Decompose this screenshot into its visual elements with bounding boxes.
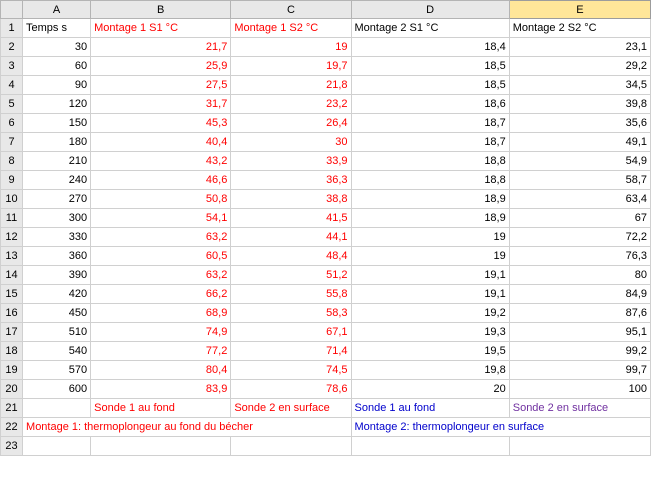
cell-c18[interactable]: 71,4: [231, 342, 351, 361]
cell-c2[interactable]: 19: [231, 38, 351, 57]
table-row[interactable]: [1, 285, 651, 304]
cell-a20[interactable]: 600: [23, 380, 91, 399]
cell-c16[interactable]: 58,3: [231, 304, 351, 323]
cell-b16[interactable]: 68,9: [91, 304, 231, 323]
cell-a10[interactable]: 270: [23, 190, 91, 209]
cell-e18[interactable]: 99,2: [509, 342, 650, 361]
cell-c10[interactable]: 38,8: [231, 190, 351, 209]
cell-b10[interactable]: 50,8: [91, 190, 231, 209]
table-row-empty[interactable]: [1, 437, 651, 456]
cell-d5[interactable]: 18,6: [351, 95, 509, 114]
cell-a22-note-montage1[interactable]: Montage 1: thermoplongeur au fond du bécher: [23, 418, 351, 437]
cell-d20[interactable]: 20: [351, 380, 509, 399]
row-header-8[interactable]: 8: [1, 152, 23, 171]
cell-b15[interactable]: 66,2: [91, 285, 231, 304]
select-all-corner[interactable]: [1, 1, 23, 19]
cell-e9[interactable]: 58,7: [509, 171, 650, 190]
cell-e21[interactable]: Sonde 2 en surface: [509, 399, 650, 418]
cell-e4[interactable]: 34,5: [509, 76, 650, 95]
cell-d12[interactable]: 19: [351, 228, 509, 247]
table-row[interactable]: [1, 380, 651, 399]
cell-e10[interactable]: 63,4: [509, 190, 650, 209]
cell-e2[interactable]: 23,1: [509, 38, 650, 57]
cell-a9[interactable]: 240: [23, 171, 91, 190]
column-header-row[interactable]: [1, 1, 651, 19]
table-row[interactable]: [1, 152, 651, 171]
table-row[interactable]: [1, 114, 651, 133]
cell-e16[interactable]: 87,6: [509, 304, 650, 323]
row-header-6[interactable]: 6: [1, 114, 23, 133]
row-header-1[interactable]: 1: [1, 19, 23, 38]
row-header-2[interactable]: 2: [1, 38, 23, 57]
table-row[interactable]: [1, 361, 651, 380]
cell-d13[interactable]: 19: [351, 247, 509, 266]
table-row[interactable]: [1, 57, 651, 76]
row-header-12[interactable]: 12: [1, 228, 23, 247]
cell-d11[interactable]: 18,9: [351, 209, 509, 228]
cell-a1[interactable]: Temps s: [23, 19, 91, 38]
cell-a23[interactable]: [23, 437, 91, 456]
table-row[interactable]: [1, 209, 651, 228]
table-row[interactable]: [1, 95, 651, 114]
cell-e7[interactable]: 49,1: [509, 133, 650, 152]
cell-b1[interactable]: Montage 1 S1 °C: [91, 19, 231, 38]
row-header-14[interactable]: 14: [1, 266, 23, 285]
cell-e23[interactable]: [509, 437, 650, 456]
cell-c8[interactable]: 33,9: [231, 152, 351, 171]
cell-c21[interactable]: Sonde 2 en surface: [231, 399, 351, 418]
cell-c11[interactable]: 41,5: [231, 209, 351, 228]
cell-b12[interactable]: 63,2: [91, 228, 231, 247]
cell-c7[interactable]: 30: [231, 133, 351, 152]
cell-e11[interactable]: 67: [509, 209, 650, 228]
cell-a19[interactable]: 570: [23, 361, 91, 380]
table-row[interactable]: [1, 304, 651, 323]
cell-e1[interactable]: Montage 2 S2 °C: [509, 19, 650, 38]
cell-b20[interactable]: 83,9: [91, 380, 231, 399]
cell-b3[interactable]: 25,9: [91, 57, 231, 76]
row-header-22[interactable]: 22: [1, 418, 23, 437]
note-row[interactable]: [1, 418, 651, 437]
cell-c5[interactable]: 23,2: [231, 95, 351, 114]
cell-c12[interactable]: 44,1: [231, 228, 351, 247]
row-header-5[interactable]: 5: [1, 95, 23, 114]
cell-d15[interactable]: 19,1: [351, 285, 509, 304]
cell-e8[interactable]: 54,9: [509, 152, 650, 171]
cell-a21[interactable]: [23, 399, 91, 418]
cell-b14[interactable]: 63,2: [91, 266, 231, 285]
cell-d6[interactable]: 18,7: [351, 114, 509, 133]
cell-d21[interactable]: Sonde 1 au fond: [351, 399, 509, 418]
cell-a14[interactable]: 390: [23, 266, 91, 285]
cell-c4[interactable]: 21,8: [231, 76, 351, 95]
cell-d22-note-montage2[interactable]: Montage 2: thermoplongeur en surface: [351, 418, 651, 437]
cell-b9[interactable]: 46,6: [91, 171, 231, 190]
cell-e17[interactable]: 95,1: [509, 323, 650, 342]
row-header-20[interactable]: 20: [1, 380, 23, 399]
cell-e15[interactable]: 84,9: [509, 285, 650, 304]
row-header-11[interactable]: 11: [1, 209, 23, 228]
row-header-13[interactable]: 13: [1, 247, 23, 266]
cell-d19[interactable]: 19,8: [351, 361, 509, 380]
table-row[interactable]: [1, 171, 651, 190]
row-header-17[interactable]: 17: [1, 323, 23, 342]
table-row[interactable]: [1, 247, 651, 266]
row-header-15[interactable]: 15: [1, 285, 23, 304]
cell-a7[interactable]: 180: [23, 133, 91, 152]
legend-row[interactable]: [1, 399, 651, 418]
row-header-9[interactable]: 9: [1, 171, 23, 190]
cell-c3[interactable]: 19,7: [231, 57, 351, 76]
cell-a15[interactable]: 420: [23, 285, 91, 304]
cell-a3[interactable]: 60: [23, 57, 91, 76]
cell-d17[interactable]: 19,3: [351, 323, 509, 342]
cell-b11[interactable]: 54,1: [91, 209, 231, 228]
row-header-7[interactable]: 7: [1, 133, 23, 152]
table-row[interactable]: [1, 19, 651, 38]
cell-a13[interactable]: 360: [23, 247, 91, 266]
cell-d4[interactable]: 18,5: [351, 76, 509, 95]
cell-b17[interactable]: 74,9: [91, 323, 231, 342]
row-header-18[interactable]: 18: [1, 342, 23, 361]
table-row[interactable]: [1, 133, 651, 152]
cell-d16[interactable]: 19,2: [351, 304, 509, 323]
cell-e20[interactable]: 100: [509, 380, 650, 399]
table-row[interactable]: [1, 228, 651, 247]
cell-d1[interactable]: Montage 2 S1 °C: [351, 19, 509, 38]
cell-a17[interactable]: 510: [23, 323, 91, 342]
cell-c1[interactable]: Montage 1 S2 °C: [231, 19, 351, 38]
cell-d3[interactable]: 18,5: [351, 57, 509, 76]
table-row[interactable]: [1, 342, 651, 361]
cell-e3[interactable]: 29,2: [509, 57, 650, 76]
cell-b2[interactable]: 21,7: [91, 38, 231, 57]
cell-a2[interactable]: 30: [23, 38, 91, 57]
cell-c19[interactable]: 74,5: [231, 361, 351, 380]
cell-a16[interactable]: 450: [23, 304, 91, 323]
cell-b7[interactable]: 40,4: [91, 133, 231, 152]
cell-c13[interactable]: 48,4: [231, 247, 351, 266]
column-header-c[interactable]: C: [231, 1, 351, 19]
column-header-e[interactable]: E: [509, 1, 650, 19]
cell-e6[interactable]: 35,6: [509, 114, 650, 133]
cell-b23[interactable]: [91, 437, 231, 456]
cell-d14[interactable]: 19,1: [351, 266, 509, 285]
cell-a5[interactable]: 120: [23, 95, 91, 114]
cell-a4[interactable]: 90: [23, 76, 91, 95]
cell-a6[interactable]: 150: [23, 114, 91, 133]
table-row[interactable]: [1, 38, 651, 57]
cell-e19[interactable]: 99,7: [509, 361, 650, 380]
column-header-a[interactable]: A: [23, 1, 91, 19]
cell-e5[interactable]: 39,8: [509, 95, 650, 114]
row-header-19[interactable]: 19: [1, 361, 23, 380]
row-header-21[interactable]: 21: [1, 399, 23, 418]
row-header-4[interactable]: 4: [1, 76, 23, 95]
cell-a11[interactable]: 300: [23, 209, 91, 228]
cell-d9[interactable]: 18,8: [351, 171, 509, 190]
cell-b4[interactable]: 27,5: [91, 76, 231, 95]
cell-c20[interactable]: 78,6: [231, 380, 351, 399]
cell-b5[interactable]: 31,7: [91, 95, 231, 114]
column-header-b[interactable]: B: [91, 1, 231, 19]
table-row[interactable]: [1, 76, 651, 95]
cell-d23[interactable]: [351, 437, 509, 456]
cell-a8[interactable]: 210: [23, 152, 91, 171]
cell-e12[interactable]: 72,2: [509, 228, 650, 247]
cell-c17[interactable]: 67,1: [231, 323, 351, 342]
cell-b19[interactable]: 80,4: [91, 361, 231, 380]
cell-d10[interactable]: 18,9: [351, 190, 509, 209]
cell-b21[interactable]: Sonde 1 au fond: [91, 399, 231, 418]
cell-b18[interactable]: 77,2: [91, 342, 231, 361]
cell-c23[interactable]: [231, 437, 351, 456]
table-row[interactable]: [1, 190, 651, 209]
cell-a12[interactable]: 330: [23, 228, 91, 247]
table-row[interactable]: [1, 266, 651, 285]
cell-c9[interactable]: 36,3: [231, 171, 351, 190]
row-header-23[interactable]: 23: [1, 437, 23, 456]
table-row[interactable]: [1, 323, 651, 342]
cell-d2[interactable]: 18,4: [351, 38, 509, 57]
cell-c6[interactable]: 26,4: [231, 114, 351, 133]
cell-a18[interactable]: 540: [23, 342, 91, 361]
row-header-16[interactable]: 16: [1, 304, 23, 323]
row-header-10[interactable]: 10: [1, 190, 23, 209]
cell-d8[interactable]: 18,8: [351, 152, 509, 171]
cell-c14[interactable]: 51,2: [231, 266, 351, 285]
cell-c15[interactable]: 55,8: [231, 285, 351, 304]
row-header-3[interactable]: 3: [1, 57, 23, 76]
cell-b13[interactable]: 60,5: [91, 247, 231, 266]
cell-e13[interactable]: 76,3: [509, 247, 650, 266]
cell-d18[interactable]: 19,5: [351, 342, 509, 361]
cell-b6[interactable]: 45,3: [91, 114, 231, 133]
cell-e14[interactable]: 80: [509, 266, 650, 285]
cell-d7[interactable]: 18,7: [351, 133, 509, 152]
column-header-d[interactable]: D: [351, 1, 509, 19]
cell-b8[interactable]: 43,2: [91, 152, 231, 171]
